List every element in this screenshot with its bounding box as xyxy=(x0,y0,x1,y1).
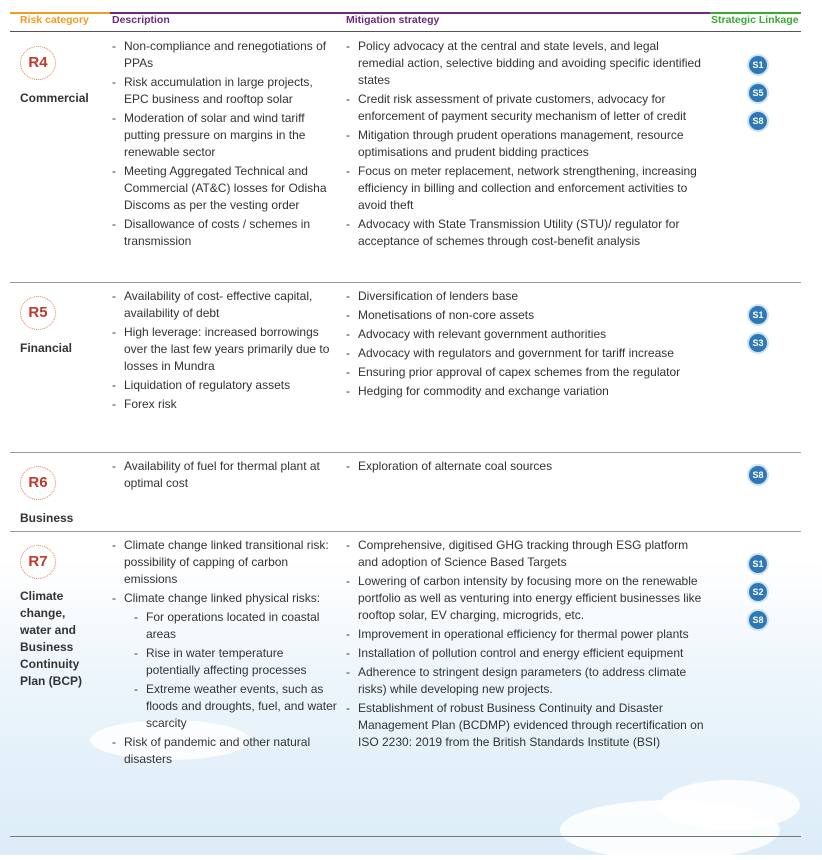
description-item: - Risk accumulation in large projects, EPC business and rooftop solar xyxy=(112,74,337,108)
strategic-linkage-badge: S5 xyxy=(749,84,767,102)
description-subitem: - Rise in water temperature potentially affecting processes xyxy=(112,645,337,679)
risk-name-line: change, xyxy=(20,606,66,620)
description-item: - Climate change linked transitional risk: possibility of capping of carbon emissions xyxy=(112,537,337,588)
risk-code-badge: R7 xyxy=(20,545,56,579)
cloud-decoration xyxy=(660,780,800,830)
mitigation-item: - Adherence to stringent design parameters (to address climate risks) while developing new projects. xyxy=(346,664,711,698)
mitigation-item: - Advocacy with regulators and government for tariff increase xyxy=(346,345,702,362)
table-header xyxy=(0,0,822,31)
strategic-linkage-badge: S1 xyxy=(749,56,767,74)
risk-name: Commercial xyxy=(20,91,89,105)
mitigation-item: - Establishment of robust Business Continuity and Disaster Management Plan (BCDMP) evidenced through recertification on ISO 2230: 2019 from the British Standards Institute (BSI) xyxy=(346,700,711,751)
mitigation-item: - Hedging for commodity and exchange variation xyxy=(346,383,702,400)
header-linkage: Strategic Linkage xyxy=(711,14,799,26)
mitigation-item: - Focus on meter replacement, network strengthening, increasing efficiency in billing and collection and enforcement activities to avoid theft xyxy=(346,163,702,214)
description-list xyxy=(112,38,337,252)
row-divider xyxy=(10,531,801,532)
strategic-linkage-badge: S8 xyxy=(749,611,767,629)
row-divider xyxy=(10,452,801,453)
strategic-linkage-badge: S3 xyxy=(749,334,767,352)
description-item: - Availability of fuel for thermal plant at optimal cost xyxy=(112,458,337,492)
risk-name-line: Business xyxy=(20,640,74,654)
mitigation-item: - Installation of pollution control and energy efficient equipment xyxy=(346,645,711,662)
mitigation-list xyxy=(346,537,711,753)
mitigation-item: - Advocacy with relevant government authorities xyxy=(346,326,702,343)
header-description: Description xyxy=(112,14,170,26)
description-item: - Availability of cost- effective capital, availability of debt xyxy=(112,288,337,322)
mitigation-item: - Improvement in operational efficiency for thermal power plants xyxy=(346,626,711,643)
mitigation-item: - Mitigation through prudent operations management, resource optimisations and prudent bidding practices xyxy=(346,127,702,161)
description-item: - Disallowance of costs / schemes in transmission xyxy=(112,216,337,250)
table-bottom-line xyxy=(10,836,801,837)
mitigation-item: - Ensuring prior approval of capex schemes from the regulator xyxy=(346,364,702,381)
risk-code-badge: R6 xyxy=(20,466,56,500)
header-risk-category: Risk category xyxy=(20,14,89,26)
strategic-linkage-badge: S8 xyxy=(749,112,767,130)
risk-code-badge: R5 xyxy=(20,296,56,330)
description-list xyxy=(112,288,337,415)
mitigation-item: - Advocacy with State Transmission Utility (STU)/ regulator for acceptance of schemes through cost-benefit analysis xyxy=(346,216,702,250)
description-item: - Moderation of solar and wind tariff putting pressure on margins in the renewable sector xyxy=(112,110,337,161)
description-item: - Liquidation of regulatory assets xyxy=(112,377,337,394)
description-subitem: - For operations located in coastal areas xyxy=(112,609,337,643)
description-list xyxy=(112,537,337,770)
mitigation-item: - Credit risk assessment of private customers, advocacy for enforcement of payment security mechanism of letter of credit xyxy=(346,91,702,125)
description-item: - High leverage: increased borrowings over the last few years primarily due to losses in Mundra xyxy=(112,324,337,375)
description-item: - Meeting Aggregated Technical and Commercial (AT&C) losses for Odisha Discoms as per the vesting order xyxy=(112,163,337,214)
header-mitigation: Mitigation strategy xyxy=(346,14,440,26)
risk-name-line: Climate xyxy=(20,589,64,603)
strategic-linkage-badge: S1 xyxy=(749,306,767,324)
header-bottom-line xyxy=(10,31,801,32)
description-list xyxy=(112,458,337,494)
risk-name: Business xyxy=(20,511,74,525)
mitigation-item: - Exploration of alternate coal sources xyxy=(346,458,702,475)
mitigation-list xyxy=(346,458,702,477)
description-item: - Non-compliance and renegotiations of PPAs xyxy=(112,38,337,72)
mitigation-list xyxy=(346,38,702,252)
mitigation-item: - Lowering of carbon intensity by focusing more on the renewable portfolio as well as venturing into energy efficient businesses like rooftop solar, EV charging, microgrids, etc. xyxy=(346,573,711,624)
strategic-linkage-badge: S8 xyxy=(749,466,767,484)
risk-name-line: water and xyxy=(20,623,77,637)
mitigation-list xyxy=(346,288,702,402)
mitigation-item: - Monetisations of non-core assets xyxy=(346,307,702,324)
mitigation-item: - Policy advocacy at the central and state levels, and legal remedial action, selective bidding and avoiding specific identified states xyxy=(346,38,702,89)
description-item: - Climate change linked physical risks: xyxy=(112,590,337,607)
risk-name-line: Plan (BCP) xyxy=(20,674,83,688)
strategic-linkage-badge: S2 xyxy=(749,583,767,601)
description-subitem: - Extreme weather events, such as floods and droughts, fuel, and water scarcity xyxy=(112,681,337,732)
risk-name: Financial xyxy=(20,341,73,355)
risk-name-line: Continuity xyxy=(20,657,80,671)
strategic-linkage-badge: S1 xyxy=(749,555,767,573)
risk-code-badge: R4 xyxy=(20,46,56,80)
description-item: - Risk of pandemic and other natural disasters xyxy=(112,734,337,768)
row-divider xyxy=(10,282,801,283)
description-item: - Forex risk xyxy=(112,396,337,413)
mitigation-item: - Diversification of lenders base xyxy=(346,288,702,305)
mitigation-item: - Comprehensive, digitised GHG tracking through ESG platform and adoption of Science Based Targets xyxy=(346,537,711,571)
